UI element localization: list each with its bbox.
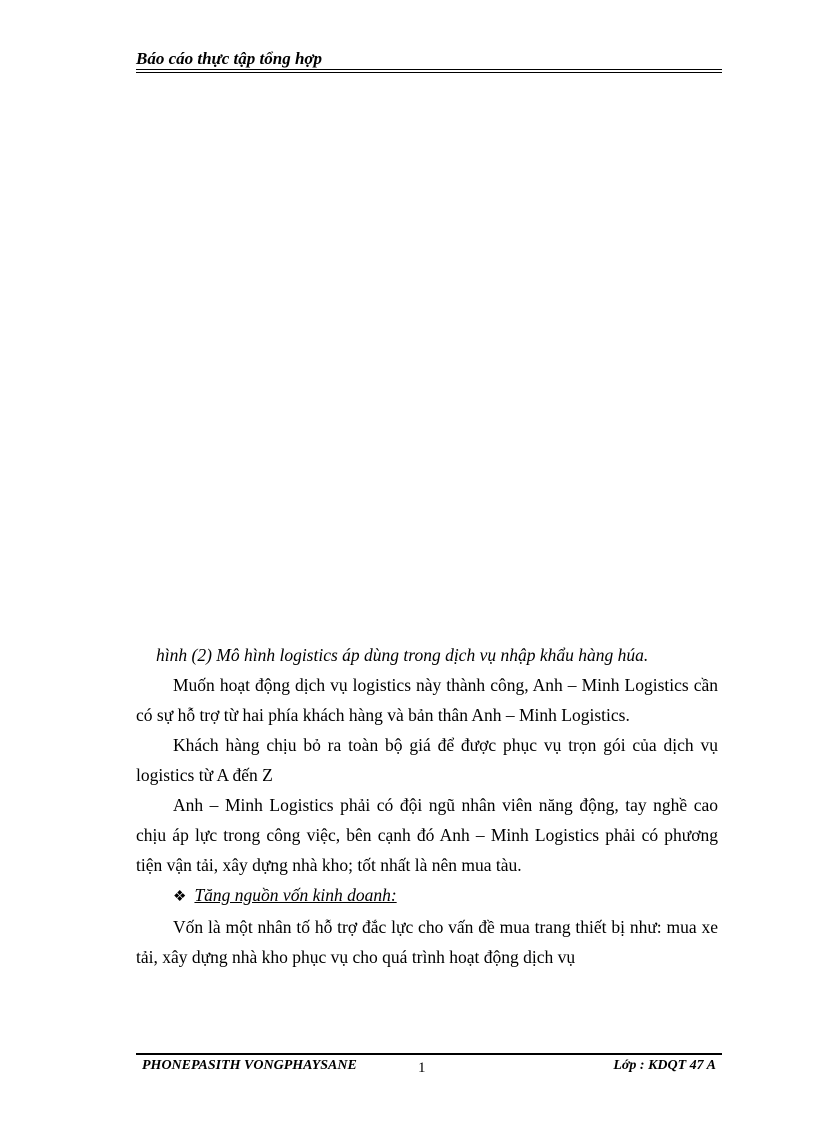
footer-divider [136,1053,722,1055]
paragraph: Muốn hoạt động dịch vụ logistics này thành công, Anh – Minh Logistics cần có sự hỗ trợ từ hai phía khách hàng và bản thân Anh – Minh Logistics. [136,675,718,725]
page-number: 1 [418,1060,426,1076]
bullet-item [136,880,718,912]
footer-author: PHONEPASITH VONGPHAYSANE [142,1058,357,1073]
header-divider [136,69,722,73]
diamond-bullet-icon: ❖ [173,889,187,905]
section-heading: Tăng nguồn vốn kinh doanh: [194,885,397,905]
paragraph: Vốn là một nhân tố hỗ trợ đắc lực cho vấn đề mua trang thiết bị như: mua xe tải, xây dựng nhà kho phục vụ cho quá trình hoạt động dịch vụ [136,917,718,967]
paragraph: Khách hàng chịu bỏ ra toàn bộ giá để được phục vụ trọn gói của dịch vụ logistics từ A đến Z [136,735,718,785]
page-header-title: Báo cáo thực tập tổng hợp [136,49,323,68]
page-footer [136,1058,718,1080]
document-body [136,640,718,972]
figure-caption: hình (2) Mô hình logistics áp dùng trong dịch vụ nhập khẩu hàng húa. [156,645,649,665]
footer-class: Lớp : KDQT 47 A [613,1058,716,1073]
paragraph: Anh – Minh Logistics phải có đội ngũ nhân viên năng động, tay nghề cao chịu áp lực trong công việc, bên cạnh đó Anh – Minh Logistics phải có phương tiện vận tải, xây dựng nhà kho; tốt nhất là nên mua tàu. [136,795,718,875]
